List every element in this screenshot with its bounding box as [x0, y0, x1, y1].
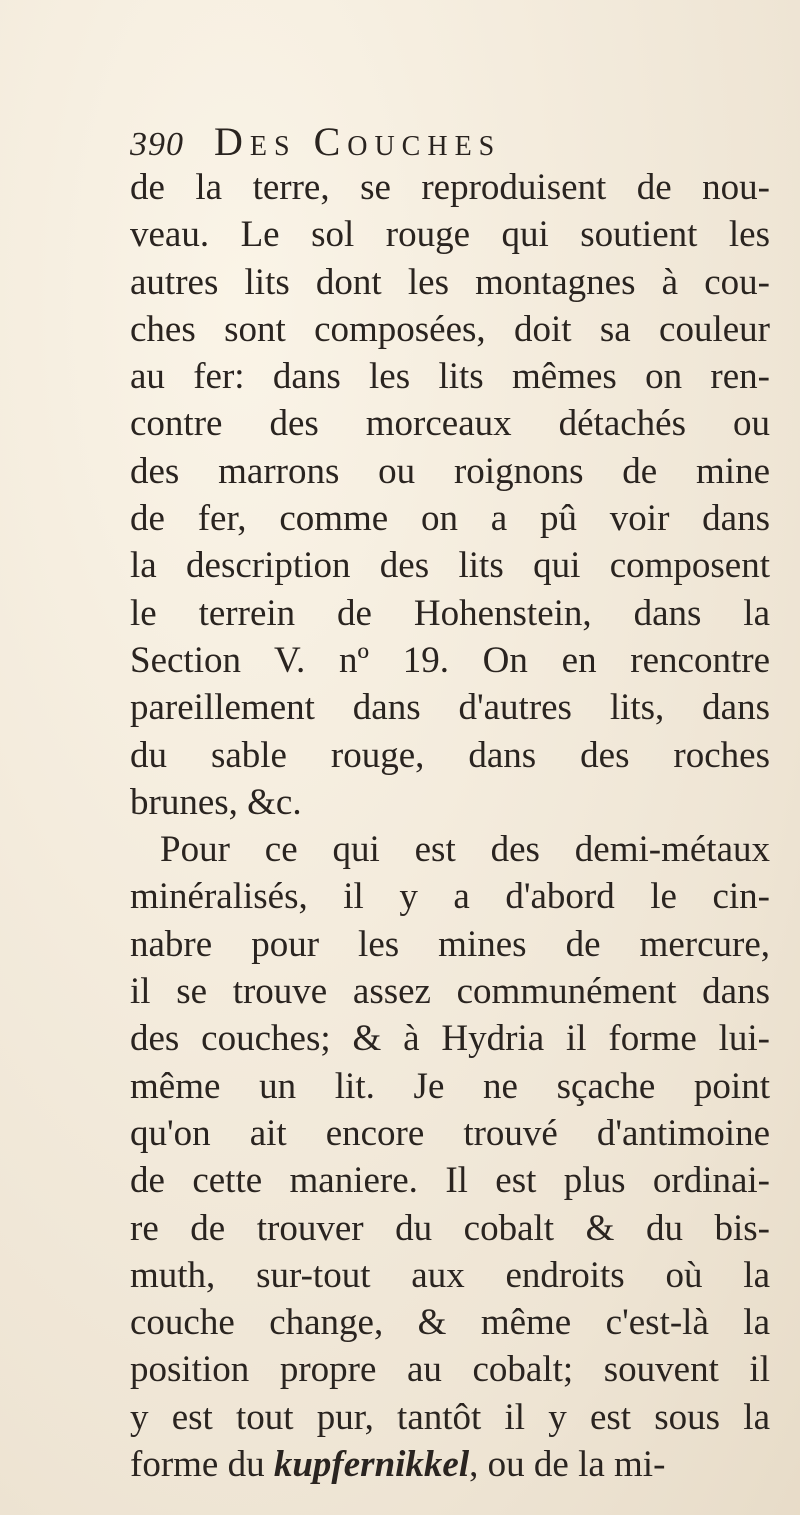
text-line: il se trouve assez communément dans — [130, 971, 770, 1013]
text-line: la description des lits qui composent — [130, 545, 770, 587]
text-line: muth, sur-tout aux endroits où la — [130, 1254, 770, 1296]
text-line: minéralisés, il y a d'abord le cin- — [130, 876, 770, 918]
running-title: Des Couches — [214, 119, 502, 164]
page-number: 390 — [130, 126, 184, 163]
text-line: veau. Le sol rouge qui soutient les — [130, 214, 770, 256]
text-line: y est tout pur, tantôt il y est sous la — [130, 1396, 770, 1438]
text-line: brunes, &c. — [130, 781, 302, 823]
text-fragment: forme du — [130, 1444, 274, 1486]
text-line: au fer: dans les lits mêmes on ren- — [130, 356, 770, 398]
text-line: de la terre, se reproduisent de nou- — [130, 167, 770, 208]
text-line: re de trouver du cobalt & du bis- — [130, 1207, 770, 1249]
text-line: pareillement dans d'autres lits, dans — [130, 687, 770, 729]
text-fragment: , ou de la mi- — [469, 1444, 666, 1486]
text-line: couche change, & même c'est-là la — [130, 1302, 770, 1344]
text-line: des marrons ou roignons de mine — [130, 450, 770, 492]
text-line-last — [130, 1441, 770, 1488]
text-line: qu'on ait encore trouvé d'antimoine — [130, 1112, 770, 1154]
text-line: ches sont composées, doit sa couleur — [130, 308, 770, 350]
body-text — [130, 164, 770, 1488]
text-line: le terrein de Hohenstein, dans la — [130, 592, 770, 634]
text-line: même un lit. Je ne sçache point — [130, 1065, 770, 1107]
running-head — [130, 118, 501, 168]
text-line: de cette maniere. Il est plus ordinai- — [130, 1160, 770, 1202]
text-line: des couches; & à Hydria il forme lui- — [130, 1018, 770, 1060]
text-line: position propre au cobalt; souvent il — [130, 1349, 770, 1391]
italic-term: kupfernikkel — [273, 1444, 470, 1486]
text-line: contre des morceaux détachés ou — [130, 403, 770, 445]
text-line: Section V. nº 19. On en rencontre — [130, 639, 770, 681]
text-line: autres lits dont les montagnes à cou- — [130, 261, 770, 303]
text-line: nabre pour les mines de mercure, — [130, 923, 770, 965]
text-line: du sable rouge, dans des roches — [130, 734, 770, 776]
text-line: de fer, comme on a pû voir dans — [130, 498, 770, 540]
text-line: Pour ce qui est des demi-métaux — [160, 829, 770, 871]
